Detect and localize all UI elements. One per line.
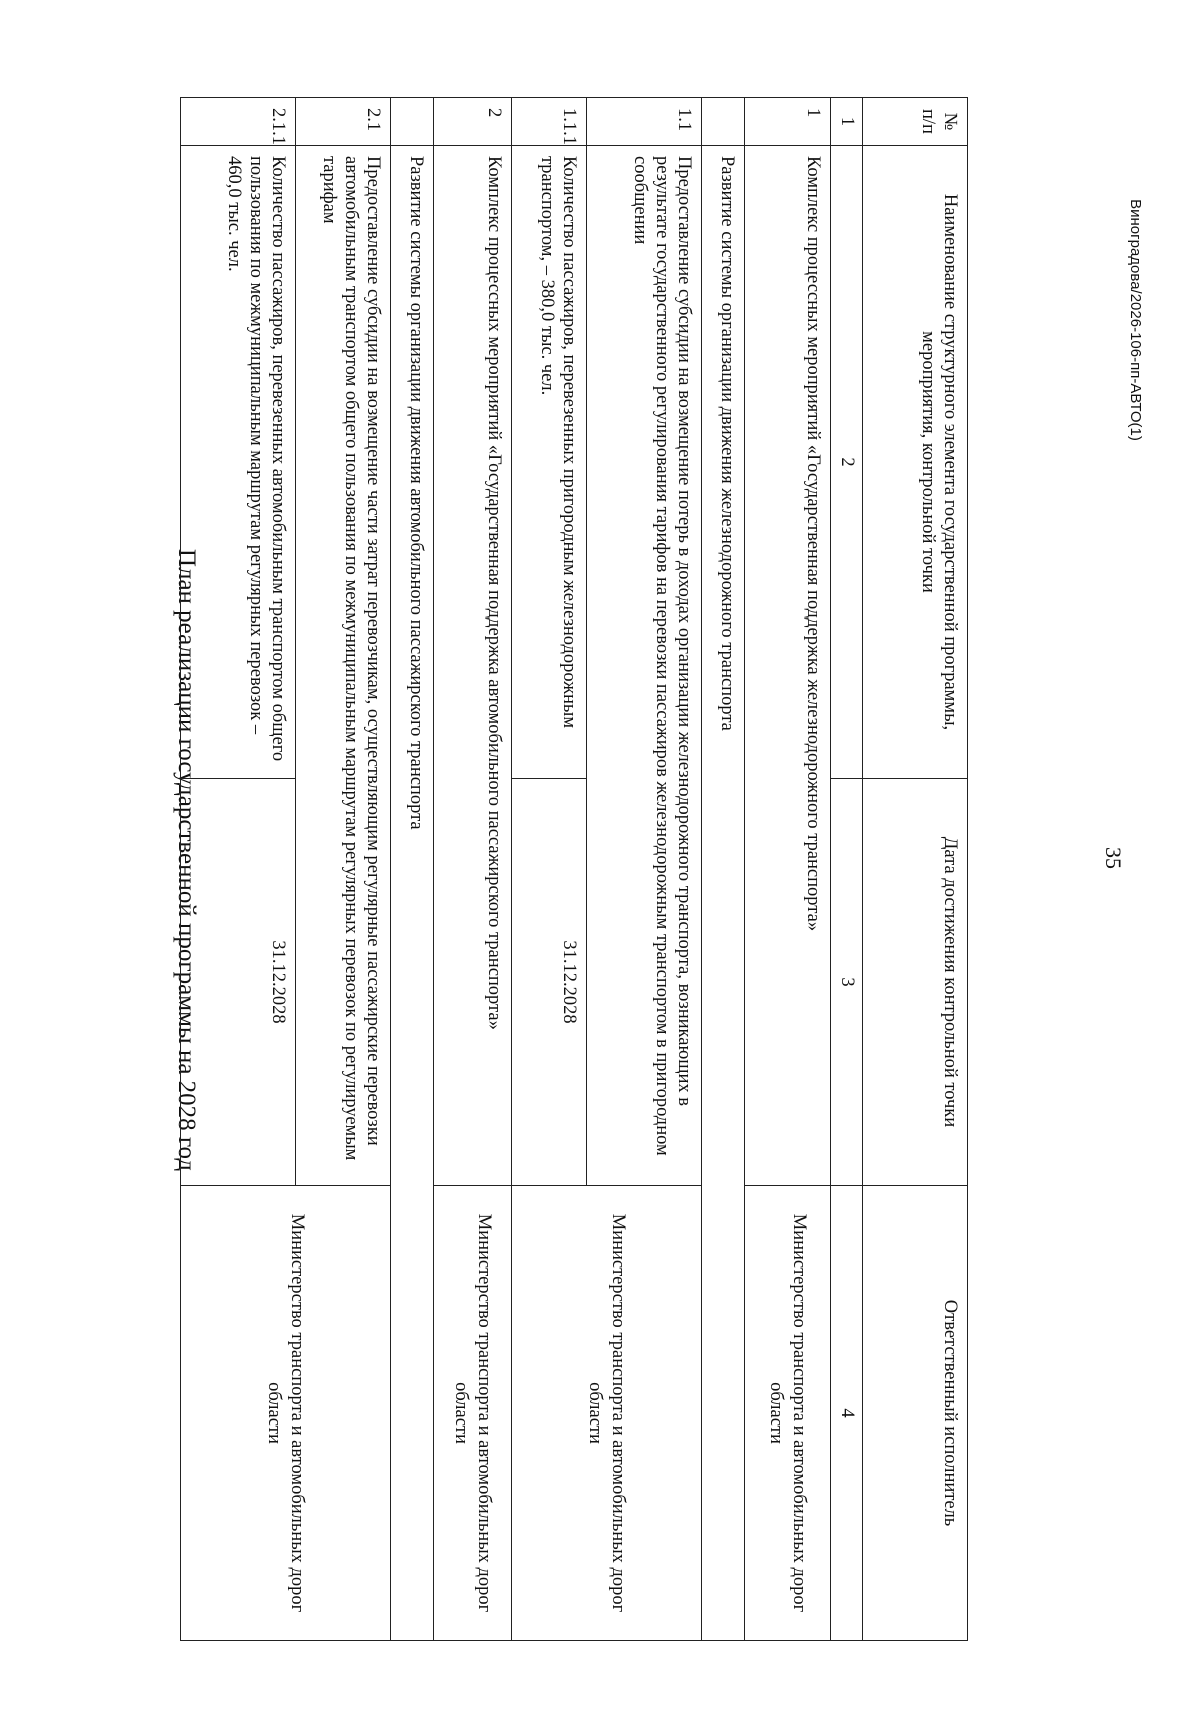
section-name: Развитие системы организации движения автомобильного пассажирского транспорта [391,146,434,1641]
row-number: 2.1 [296,98,391,146]
row-number: 2.1.1 [181,98,296,146]
row-date: 31.12.2028 [512,779,587,1186]
table-row [434,98,512,1641]
row-responsible: Министерство транспорта и автомобильных дорог области [512,1186,702,1641]
column-number: 2 [831,146,863,779]
row-name: Предоставление субсидии на возмещение части затрат перевозчикам, осуществляющим регулярные пассажирские перевозки автомобильным транспортом общего пользования по межмуниципальным маршрутам регулярных перевозок по регулируемым тарифам [296,146,391,1186]
column-number: 4 [831,1186,863,1641]
header-name: Наименование структурного элемента государственной программы, мероприятия, контрольной точки [863,146,968,779]
section-row [391,98,434,1641]
table-row [296,98,391,1641]
document-footer: Виноградова/2026-106-пп-АВТО(1) [1127,199,1144,441]
column-numbering-row [831,98,863,1641]
section-row [702,98,745,1641]
row-name: Предоставление субсидии на возмещение потерь в доходах организации железнодорожного транспорта, возникающих в результате государственного регулирования тарифов на перевозки пассажиров железнодорожным транспортом в пригородном сообщении [587,146,702,1186]
row-responsible: Министерство транспорта и автомобильных дорог области [181,1186,391,1641]
column-number: 3 [831,779,863,1186]
row-responsible: Министерство транспорта и автомобильных дорог области [745,1186,831,1641]
row-number: 1.1.1 [512,98,587,146]
table-row [587,98,702,1641]
row-name: Комплекс процессных мероприятий «Государственная поддержка железнодорожного транспорта» [745,146,831,1186]
header-num: № п/п [863,98,968,146]
row-number: 1 [745,98,831,146]
row-date: 31.12.2028 [181,779,296,1186]
row-number: 1.1 [587,98,702,146]
column-number: 1 [831,98,863,146]
row-responsible: Министерство транспорта и автомобильных дорог области [434,1186,512,1641]
row-number-empty [391,98,434,146]
plan-table [180,97,968,1641]
section-name: Развитие системы организации движения железнодорожного транспорта [702,146,745,1641]
row-name: Количество пассажиров, перевезенных автомобильным транспортом общего пользования по межмуниципальным маршрутам регулярных перевозок – 460,0 тыс. чел. [181,146,296,779]
table-header-row [863,98,968,1641]
page-number: 35 [1101,847,1126,869]
row-name: Комплекс процессных мероприятий «Государственная поддержка автомобильного пассажирского транспорта» [434,146,512,1186]
document-title: План реализации государственной программы на 2028 год [173,548,200,1172]
row-number: 2 [434,98,512,146]
table-row [745,98,831,1641]
header-resp: Ответственный исполнитель [863,1186,968,1641]
row-name: Количество пассажиров, перевезенных пригородным железнодорожным транспортом, – 380,0 тыс. чел. [512,146,587,779]
header-date: Дата достижения контрольной точки [863,779,968,1186]
row-number-empty [702,98,745,146]
